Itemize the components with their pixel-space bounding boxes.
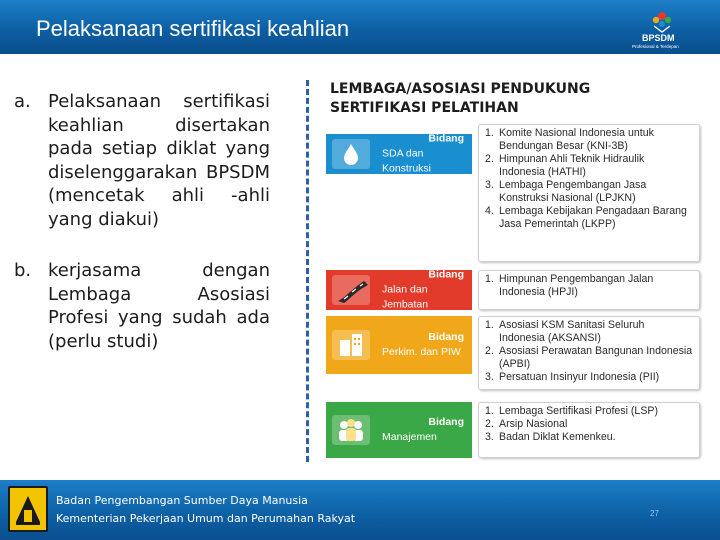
dashed-divider: [306, 80, 309, 462]
list-item: 3. Persatuan Insinyur Indonesia (PII): [485, 371, 660, 383]
page-number: 27: [650, 509, 659, 518]
point-marker: b.: [14, 260, 32, 281]
point-text: Pelaksanaan sertifikasi keahlian disertakan pada setiap diklat yang diselenggarakan BPSDM (mencetak ahli -ahli yang diakui): [48, 91, 270, 230]
list-item: 3. Lembaga Pengembangan Jasa Konstruksi Nasional (LPJKN): [485, 179, 647, 204]
row-manajemen: [326, 402, 704, 458]
bidang-name: Perkim. dan PIW: [382, 346, 461, 358]
bidang-band: [326, 316, 472, 374]
list-item: 1. Himpunan Pengembangan Jalan Indonesia (HPJI): [485, 273, 654, 298]
row-perkim: [326, 316, 704, 390]
slide-title: Pelaksanaan sertifikasi keahlian: [36, 16, 350, 41]
bidang-band: [326, 402, 472, 458]
footer-line-2: Kementerian Pekerjaan Umum dan Perumahan Rakyat: [56, 512, 356, 525]
road-icon: [332, 275, 370, 305]
institution-list: [478, 402, 700, 458]
bidang-band: [326, 134, 472, 174]
left-points: [14, 90, 270, 381]
list-item: 4. Lembaga Kebijakan Pengadaan Barang Jasa Pemerintah (LKPP): [485, 205, 687, 230]
list-item: 1. Komite Nasional Indonesia untuk Bendungan Besar (KNI-3B): [485, 127, 654, 152]
point-b: [14, 259, 270, 353]
logo-text: BPSDM: [642, 33, 675, 43]
bidang-name: Jalan dan Jembatan: [382, 283, 429, 311]
point-a: [14, 90, 270, 231]
bidang-band: [326, 270, 472, 310]
footer-text: [56, 492, 355, 528]
list-item: 1. Asosiasi KSM Sanitasi Seluruh Indonesia (AKSANSI): [485, 319, 645, 344]
bidang-name: Manajemen: [382, 431, 437, 443]
logo-subtext: Profesional & Terdepan: [632, 44, 679, 49]
institution-list: [478, 316, 700, 390]
footer-bar: [0, 480, 720, 540]
list-item: 2. Himpunan Ahli Teknik Hidraulik Indonesia (HATHI): [485, 153, 645, 178]
water-drop-icon: [332, 139, 370, 169]
point-marker: a.: [14, 91, 31, 112]
bidang-name: SDA dan Konstruksi: [382, 147, 432, 175]
institution-table: [326, 124, 704, 464]
bidang-label: Bidang: [428, 331, 464, 343]
pupr-logo-icon: [8, 486, 48, 532]
institution-list: [478, 270, 700, 310]
list-item: 2. Arsip Nasional: [485, 418, 568, 430]
supporting-institutions-title: LEMBAGA/ASOSIASI PENDUKUNG SERTIFIKASI PELATIHAN: [330, 81, 591, 116]
footer-line-1: Badan Pengembangan Sumber Daya Manusia: [56, 494, 308, 507]
institution-list: [478, 124, 700, 262]
people-icon: [332, 415, 370, 445]
list-item: 3. Badan Diklat Kemenkeu.: [485, 431, 616, 443]
bidang-label: Bidang: [428, 268, 464, 281]
list-item: 2. Asosiasi Perawatan Bangunan Indonesia (APBI): [485, 345, 693, 370]
header-bar: [0, 0, 720, 54]
list-item: 1. Lembaga Sertifikasi Profesi (LSP): [485, 405, 658, 417]
point-text: kerjasama dengan Lembaga Asosiasi Profesi yang sudah ada (perlu studi): [48, 260, 270, 352]
building-icon: [332, 330, 370, 360]
row-jalan: [326, 270, 704, 310]
row-sda: [326, 124, 704, 262]
bidang-label: Bidang: [428, 132, 464, 145]
bidang-label: Bidang: [428, 416, 464, 428]
